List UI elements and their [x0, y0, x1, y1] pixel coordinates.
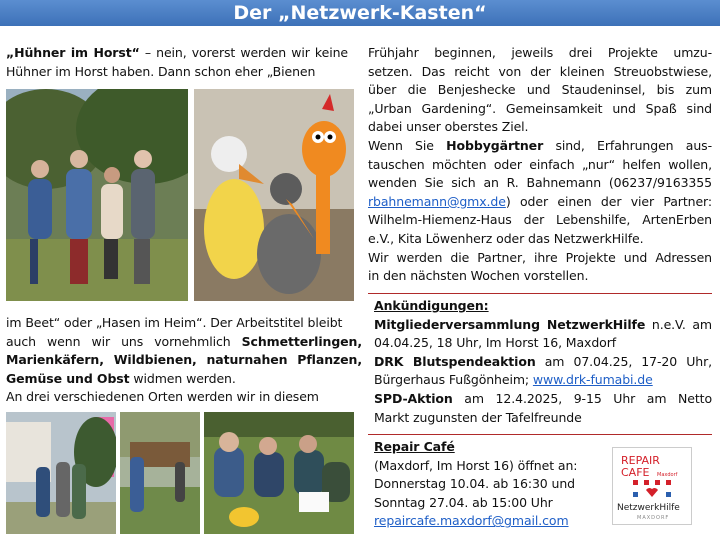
left-middle-text: im Beet“ oder „Hasen im Heim“. Der Arbeitstitel bleibt auch wenn wir uns vornehmlich Schmetterlingen, Marienkäfern, Wildbienen, naturnahen Pflanzen, Gemüse und Obst widmen werden. An drei verschiedenen Orten werden wir in diesem	[6, 315, 362, 405]
logo-heart-grid	[633, 480, 671, 497]
photo-meadow	[120, 412, 200, 534]
page-title-banner	[0, 0, 720, 26]
svg-text:NetzwerkHilfe: NetzwerkHilfe	[617, 503, 680, 513]
photo-group-building	[6, 412, 116, 534]
intro-line-2: Hühner im Horst haben. Dann schon eher „Bienen	[6, 63, 316, 79]
hobbygaertner-bold: Hobbygärtner	[446, 137, 544, 153]
photo-group-building-image	[6, 412, 116, 534]
svg-text:REPAIR: REPAIR	[621, 454, 660, 467]
contact-email-link[interactable]: rbahnemann@gmx.de	[368, 193, 506, 209]
right-text: Frühjahr beginnen, jeweils drei Projekte umzu- setzen. Das reicht von der kleinen Streuobstwiese, über die Benjeshecke und Staudeninsel, bis zum „Urban Gardening“. Gemeinsamkeit und Spaß sind dabei unser oberstes Ziel. Wenn Sie Hobbygärtner sind, Erfahrungen aus- tauschen möchten oder einfach „nur“ helfen wollen, wenden Sie sich an R. Bahnemann (06237/9163355 rbahnemann@gmx.de) oder einen der vier Partner: Wilhelm-Hiemenz-Haus der Lebenshilfe, ArtenErben e.V., Kita Löwenherz oder das NetzwerkHilfe. Wir werden die Partner, ihre Projekte und Adressen in den nächsten Wochen vorstellen.	[368, 45, 713, 284]
repair-cafe-logo-image	[613, 448, 691, 524]
svg-text:CAFE: CAFE	[621, 466, 650, 479]
divider-announcements	[368, 293, 712, 294]
svg-text:MAXDORF: MAXDORF	[637, 515, 670, 521]
repair-cafe-email-link[interactable]: repaircafe.maxdorf@gmail.com	[374, 513, 569, 529]
drk-link[interactable]: www.drk-fumabi.de	[532, 372, 653, 388]
heart-icon	[646, 488, 658, 497]
intro-lead: „Hühner im Horst“	[6, 45, 140, 60]
page-title: Der „Netzwerk-Kasten“	[233, 2, 487, 24]
announcements-heading: Ankündigungen:	[374, 298, 489, 313]
photo-group-crouching-image	[204, 412, 354, 534]
repair-cafe-logo	[612, 447, 692, 525]
divider-repair-cafe	[368, 434, 712, 435]
photo-group-garden	[6, 89, 188, 301]
announcements: Ankündigungen: Mitgliederversammlung NetzwerkHilfe n.e.V. am 04.04.25, 18 Uhr, Im Horst 16, Maxdorf DRK Blutspendeaktion am 07.04.25, 17-20 Uhr, Bürgerhaus Fußgönheim; www.drk-fumabi.de SPD-Aktion am 12.4.2025, 9-15 Uhr am Netto Markt zugunsten der Tafelfreunde	[374, 298, 712, 425]
photo-group-garden-image	[6, 89, 188, 301]
photo-group-crouching	[204, 412, 354, 534]
photo-plush-birds	[194, 89, 354, 301]
repair-cafe-heading: Repair Café	[374, 439, 455, 454]
photo-meadow-image	[120, 412, 200, 534]
photo-plush-birds-image	[194, 89, 354, 301]
svg-text:Maxdorf: Maxdorf	[657, 472, 678, 478]
left-intro-text: „Hühner im Horst“ – nein, vorerst werden wir keine Hühner im Horst haben. Dann schon eher „Bienen	[6, 44, 348, 81]
repair-cafe: Repair Café (Maxdorf, Im Horst 16) öffnet an: Donnerstag 10.04. ab 16:30 und Sonntag 27.04. ab 15:00 Uhr repaircafe.maxdorf@gmail.com	[374, 438, 610, 531]
